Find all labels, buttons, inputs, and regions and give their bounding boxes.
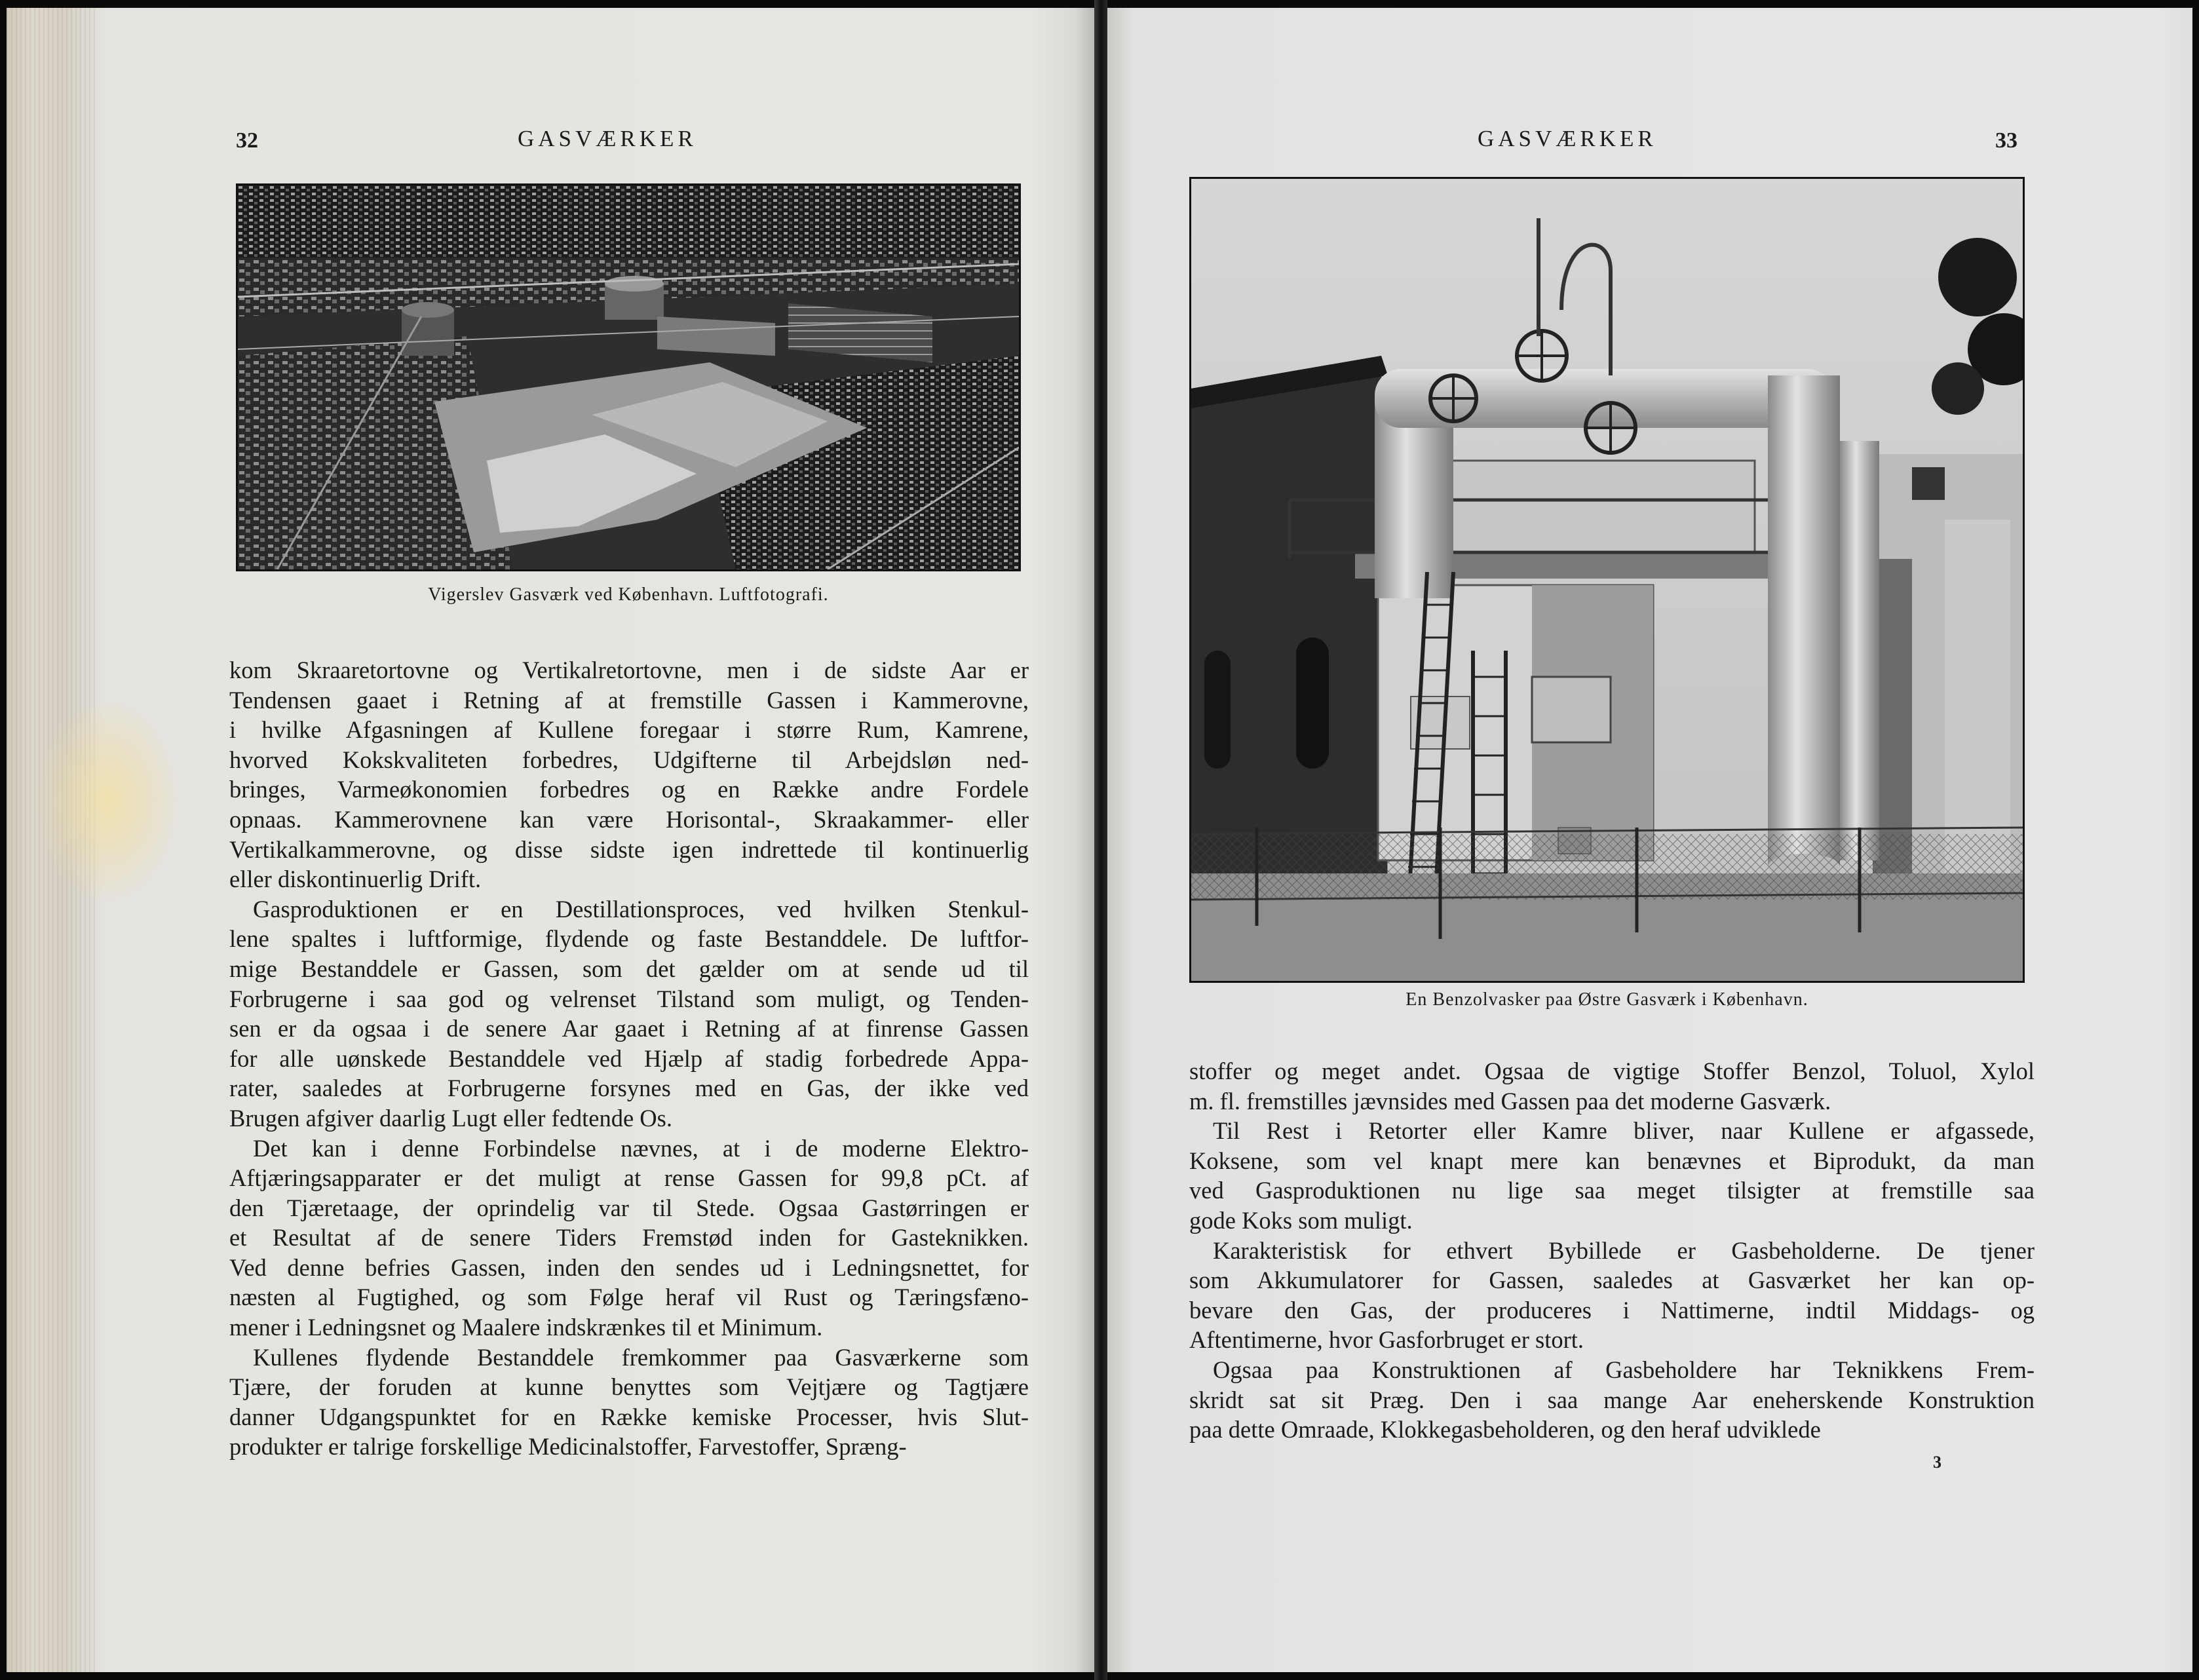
text-line: kom Skraaretortovne og Vertikalretortovne, men i de sidste Aar er [229,657,1029,683]
text-line: Tjære, der foruden at kunne benyttes som Vejtjære og Tagtjære [229,1373,1029,1401]
text-line: danner Udgangspunktet for en Række kemiske Processer, hvis Slut- [229,1403,1029,1430]
text-line: Forbrugerne i saa god og velrenset Tilstand som muligt, og Tenden- [229,985,1029,1012]
photo-caption-left: Vigerslev Gasværk ved København. Luftfotografi. [428,584,829,605]
text-line: lene spaltes i luftformige, flydende og faste Bestanddele. De luftfor- [229,925,1029,953]
text-line: et Resultat af de senere Tiders Fremstød inden for Gasteknikken. [229,1224,1029,1251]
text-line: bringes, Varmeøkonomien forbedres og en Række andre Fordele [229,776,1029,803]
book-gutter [1094,0,1107,1680]
text-line: mige Bestanddele er Gassen, som det gælder om at sende ud til [229,955,1029,982]
paper-stain [39,702,177,899]
photo-caption-right: En Benzolvasker paa Østre Gasværk i København. [1405,989,1808,1010]
benzol-washer-illustration [1191,179,2023,981]
text-line: den Tjæretaage, der oprindelig var til Stede. Ogsaa Gastørringen er [229,1194,1029,1221]
text-line: m. fl. fremstilles jævnsides med Gassen paa det moderne Gasværk. [1189,1087,1831,1115]
left-page [7,8,1094,1672]
text-line: i hvilke Afgasningen af Kullene foregaar i større Rum, Kamrene, [229,716,1029,744]
text-line: paa dette Omraade, Klokkegasbeholderen, og den heraf udviklede [1189,1416,1821,1443]
body-text-right [1189,1056,2035,1445]
text-line: Aftentimerne, hvor Gasforbruget er stort. [1189,1326,1584,1354]
running-head-right: GASVÆRKER [1478,126,1657,151]
aerial-photo-illustration [238,185,1019,569]
text-line: gode Koks som muligt. [1189,1206,1413,1234]
text-line: Det kan i denne Forbindelse nævnes, at i de moderne Elektro- [253,1134,1029,1162]
text-line: Koksene, som vel knapt mere kan benævnes et Biprodukt, da man [1189,1147,2035,1174]
text-line: opnaas. Kammerovnene kan være Horisontal-, Skraakammer- eller [229,805,1029,833]
text-line: produkter er talrige forskellige Medicinalstoffer, Farvestoffer, Spræng- [229,1433,907,1460]
text-line: Gasproduktionen er en Destillationsproces, ved hvilken Stenkul- [253,895,1029,923]
text-line: eller diskontinuerlig Drift. [229,866,482,893]
running-head-left: GASVÆRKER [518,126,697,151]
text-line: som Akkumulatorer for Gassen, saaledes at Gasværket her kan op- [1189,1267,2035,1294]
text-line: stoffer og meget andet. Ogsaa de vigtige Stoffer Benzol, Toluol, Xylol [1189,1058,2035,1084]
text-line: Aftjæringsapparater er det muligt at rense Gassen for 99,8 pCt. af [229,1164,1029,1192]
text-line: for alle uønskede Bestanddele ved Hjælp af stadig forbedrede Appa- [229,1044,1029,1072]
body-text-left [229,655,1029,1462]
text-line: ved Gasproduktionen nu lige saa meget tilsigter at fremstille saa [1189,1177,2035,1204]
text-line: hvorved Kokskvaliteten forbedres, Udgifterne til Arbejdsløn ned- [229,746,1029,773]
text-line: sen er da ogsaa i de senere Aar gaaet i Retning af at finrense Gassen [229,1015,1029,1042]
text-line: rater, saaledes at Forbrugerne forsynes med en Gas, der ikke ved [229,1075,1029,1102]
text-line: Ogsaa paa Konstruktionen af Gasbeholdere har Teknikkens Frem- [1213,1356,2035,1383]
text-line: Tendensen gaaet i Retning af at fremstille Gassen i Kammerovne, [229,686,1029,714]
right-page [1107,8,2192,1672]
page-number-left: 32 [236,128,258,153]
text-line: Vertikalkammerovne, og disse sidste igen indrettede til kontinuerlig [229,835,1029,863]
text-line: Karakteristisk for ethvert Bybillede er Gasbeholderne. De tjener [1213,1236,2035,1264]
page-number-right: 33 [1995,128,2017,153]
text-line: mener i Ledningsnet og Maalere indskrænkes til et Minimum. [229,1314,823,1341]
text-line: Kullenes flydende Bestanddele fremkommer paa Gasværkerne som [253,1343,1029,1371]
text-line: Brugen afgiver daarlig Lugt eller fedtende Os. [229,1104,672,1132]
text-line: bevare den Gas, der produceres i Nattimerne, indtil Middags- og [1189,1296,2035,1324]
aerial-photo-gasworks [236,183,1021,571]
signature-mark: 3 [1933,1453,1941,1472]
benzol-washer-photo [1189,177,2025,983]
text-line: skridt sat sit Præg. Den i saa mange Aar eneherskende Konstruktion [1189,1386,2035,1413]
text-line: Til Rest i Retorter eller Kamre bliver, naar Kullene er afgassede, [1213,1117,2035,1145]
text-line: Ved denne befries Gassen, inden den sendes ud i Ledningsnettet, for [229,1253,1029,1281]
text-line: næsten al Fugtighed, og som Følge heraf vil Rust og Tæringsfæno- [229,1284,1029,1311]
